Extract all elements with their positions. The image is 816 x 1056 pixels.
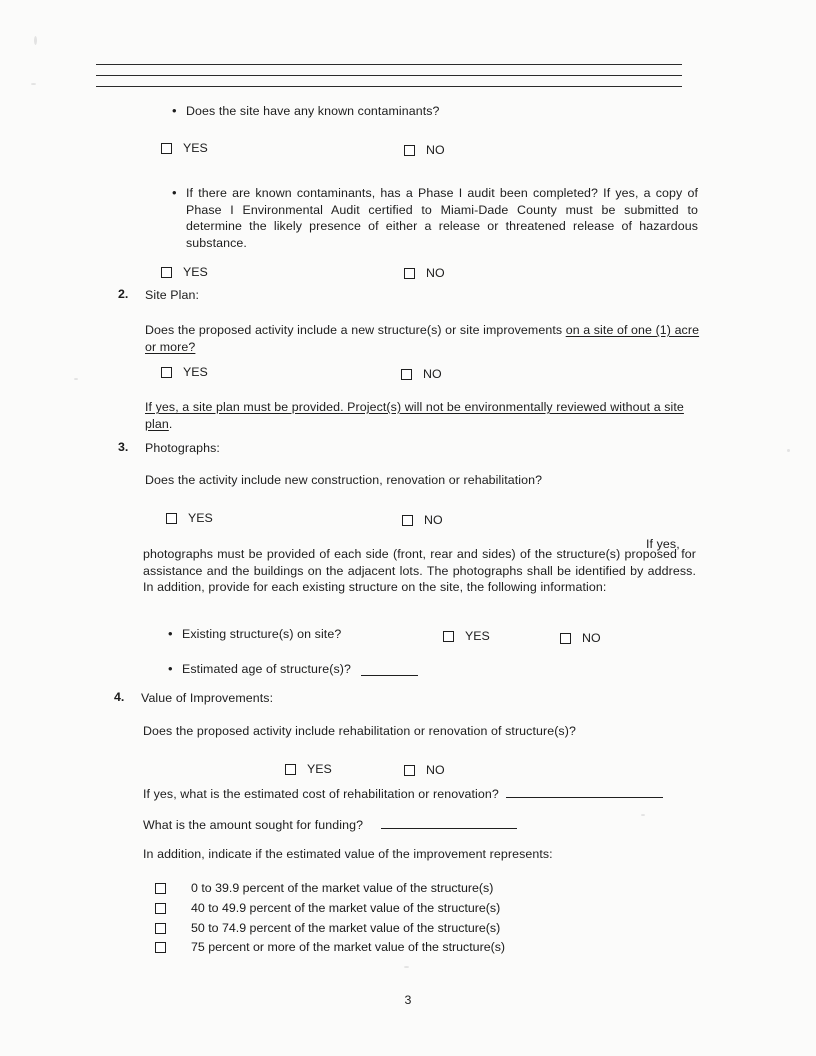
section-2-question-plain: Does the proposed activity include a new structure(s) or site improvements [145,323,566,337]
site-plan-note-underline: If yes, a site plan must be provided. Project(s) will not be environmentally reviewed without a site plan [145,400,684,431]
phase-one-yes-option[interactable] [161,265,208,279]
section-3-number: 3. [118,440,129,454]
checkbox-no[interactable] [404,765,415,776]
checkbox-yes[interactable] [161,143,172,154]
value-yes-option[interactable] [285,762,332,776]
existing-structures-yes-option[interactable] [443,629,490,643]
funding-amount-label: What is the amount sought for funding? [143,818,364,832]
checkbox-yes[interactable] [161,267,172,278]
estimated-age-text: Estimated age of structure(s)? [182,662,351,676]
market-value-option-2[interactable] [155,921,500,935]
question-contaminants-text: Does the site have any known contaminants? [186,104,440,118]
header-rule-top [96,64,682,65]
label-yes: YES [465,629,490,643]
checkbox-no[interactable] [401,369,412,380]
scan-speck [31,83,36,85]
scan-speck [74,378,78,380]
section-2-number: 2. [118,287,129,301]
scan-speck [787,449,790,452]
label-yes: YES [188,511,213,525]
label-yes: YES [183,365,208,379]
market-value-option-3[interactable] [155,940,505,954]
market-value-label: 50 to 74.9 percent of the market value of the structure(s) [191,921,501,935]
market-value-option-0[interactable] [155,881,493,895]
photographs-no-option[interactable] [402,513,443,527]
section-2-title: Site Plan: [145,288,200,302]
checkbox-market-value[interactable] [155,923,166,934]
funding-amount-row [143,815,743,834]
market-value-label: 40 to 49.9 percent of the market value of the structure(s) [191,901,501,915]
label-yes: YES [307,762,332,776]
scan-speck [34,36,37,45]
estimated-cost-row [143,784,743,803]
checkbox-market-value[interactable] [155,883,166,894]
label-no: NO [424,513,443,527]
site-plan-no-option[interactable] [401,367,442,381]
existing-structures-bullet [168,626,468,643]
checkbox-market-value[interactable] [155,903,166,914]
phase-one-no-option[interactable] [404,266,445,280]
section-4-number: 4. [114,690,125,704]
contaminants-no-option[interactable] [404,143,445,157]
existing-structures-no-option[interactable] [560,631,601,645]
label-yes: YES [183,141,208,155]
section-3-title: Photographs: [145,441,220,455]
estimated-cost-label: If yes, what is the estimated cost of rehabilitation or renovation? [143,787,499,801]
section-2-question [145,322,703,355]
estimated-age-bullet [168,661,508,678]
estimated-cost-input[interactable] [506,784,663,798]
site-plan-yes-option[interactable] [161,365,208,379]
section-4-question: Does the proposed activity include rehabilitation or renovation of structure(s)? [143,724,576,738]
market-value-label: 75 percent or more of the market value of the structure(s) [191,940,506,954]
bullet-icon: • [172,103,177,118]
contaminants-yes-option[interactable] [161,141,208,155]
label-no: NO [582,631,601,645]
question-contaminants [172,103,692,120]
question-phase-one-audit-text: If there are known contaminants, has a Phase I audit been completed? If yes, a copy of Phase I Environmental Audit certified to Miami-Dade County must be submitted to determine the likely presence of either a release or threatened release of hazardous substance. [186,186,698,250]
estimated-age-input[interactable] [361,661,418,676]
label-no: NO [426,143,445,157]
header-rule-bottom [96,86,682,87]
market-value-option-1[interactable] [155,901,500,915]
funding-amount-input[interactable] [381,815,517,829]
scan-speck [404,966,409,968]
existing-structures-text: Existing structure(s) on site? [182,627,342,641]
header-rule-middle [96,75,682,76]
photographs-paragraph: photographs must be provided of each side (front, rear and sides) of the structure(s) proposed for assistance and the buildings on the adjacent lots. The photographs shall be identified by address. In addition, provide for each existing structure on the site, the following information: [143,547,696,594]
value-no-option[interactable] [404,763,445,777]
section-3-question: Does the activity include new construction, renovation or rehabilitation? [145,473,543,487]
checkbox-no[interactable] [402,515,413,526]
label-no: NO [423,367,442,381]
site-plan-note-tail: . [168,416,173,431]
checkbox-no[interactable] [404,145,415,156]
market-value-label: 0 to 39.9 percent of the market value of the structure(s) [191,881,494,895]
checkbox-yes[interactable] [161,367,172,378]
question-phase-one-audit [172,185,702,251]
bullet-icon: • [168,661,173,676]
section-4-title: Value of Improvements: [141,691,274,705]
site-plan-note [145,399,701,432]
checkbox-yes[interactable] [285,764,296,775]
checkbox-no[interactable] [560,633,571,644]
checkbox-yes[interactable] [166,513,177,524]
photographs-ifyes: If yes, [646,537,680,551]
bullet-icon: • [172,185,177,200]
label-no: NO [426,763,445,777]
label-yes: YES [183,265,208,279]
label-no: NO [426,266,445,280]
checkbox-market-value[interactable] [155,942,166,953]
photographs-yes-option[interactable] [166,511,213,525]
indicate-label: In addition, indicate if the estimated value of the improvement represents: [143,847,553,861]
section-2-question-underline: on a site of one (1) acre or more? [145,323,700,354]
checkbox-no[interactable] [404,268,415,279]
checkbox-yes[interactable] [443,631,454,642]
bullet-icon: • [168,626,173,641]
page-number: 3 [404,993,412,1007]
